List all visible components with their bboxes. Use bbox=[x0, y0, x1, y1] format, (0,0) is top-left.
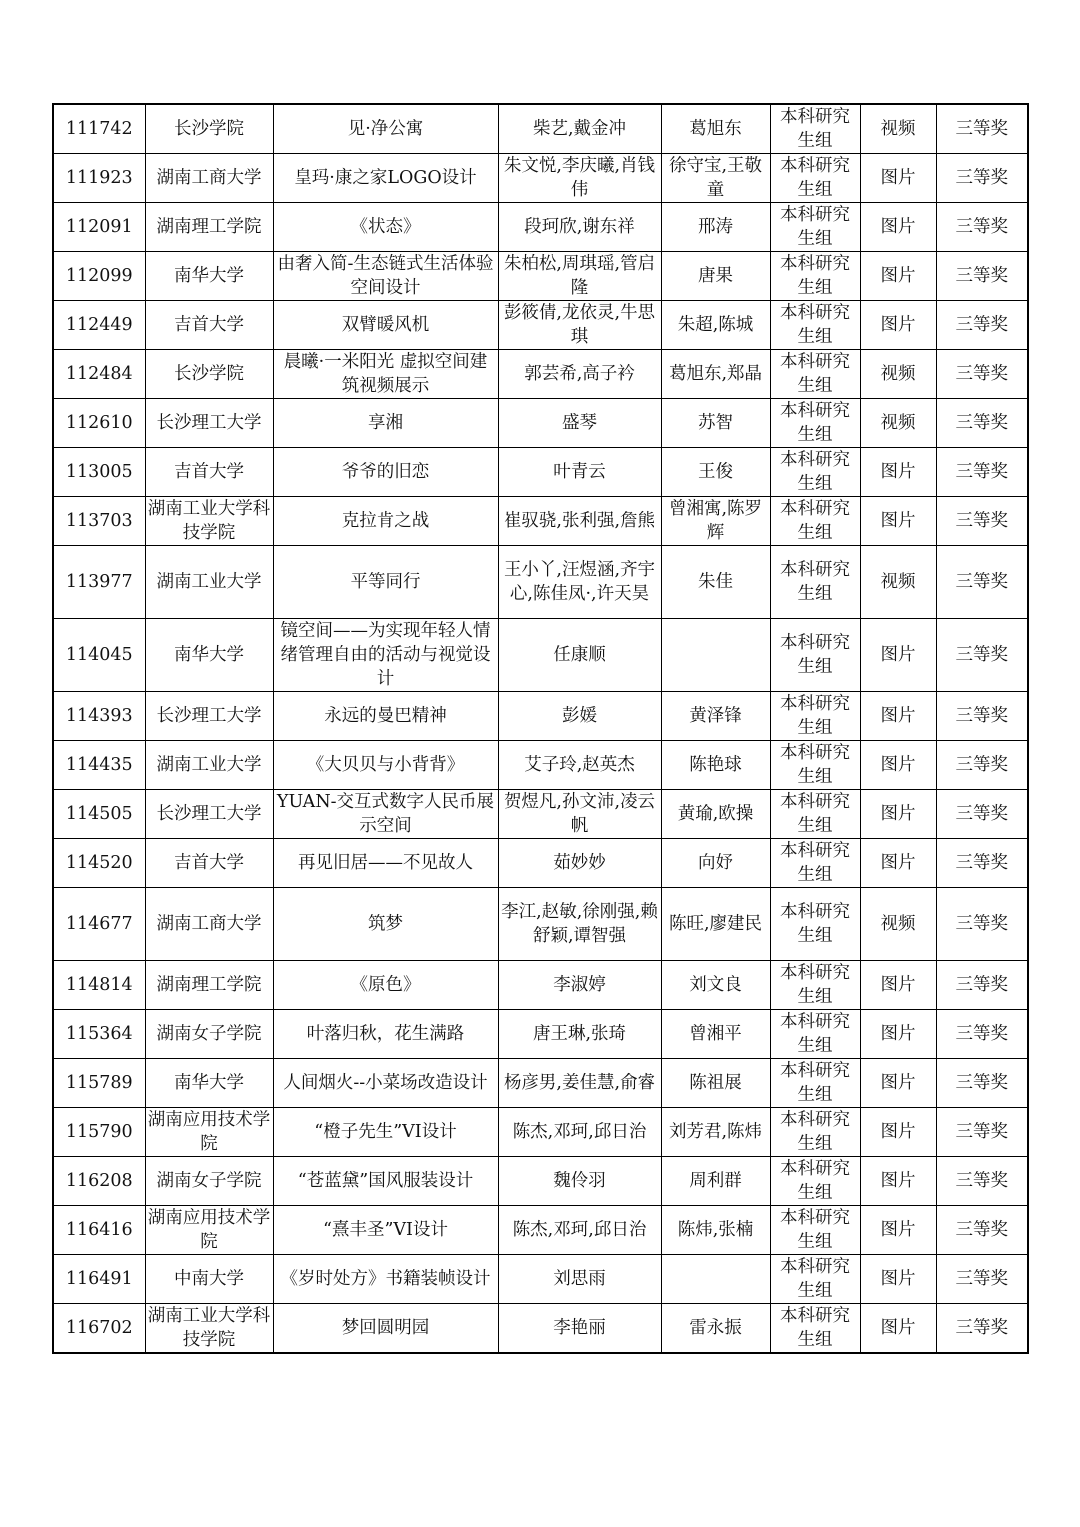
media-type-cell: 图片 bbox=[860, 1010, 936, 1059]
school-cell: 长沙理工大学 bbox=[145, 399, 273, 448]
authors-cell: 陈杰,邓珂,邱日治 bbox=[498, 1108, 661, 1157]
media-type-cell: 图片 bbox=[860, 1206, 936, 1255]
table-row bbox=[53, 1206, 1028, 1255]
entry-id-cell: 113005 bbox=[53, 448, 145, 497]
table-row bbox=[53, 154, 1028, 203]
award-cell: 三等奖 bbox=[936, 1304, 1028, 1354]
work-title-cell: “橙子先生”VI设计 bbox=[273, 1108, 498, 1157]
tutors-cell bbox=[661, 1255, 770, 1304]
group-cell: 本科研究生组 bbox=[770, 448, 860, 497]
award-table-body bbox=[53, 104, 1028, 1353]
table-row bbox=[53, 961, 1028, 1010]
entry-id-cell: 113703 bbox=[53, 497, 145, 546]
authors-cell: 贺煜凡,孙文沛,凌云帆 bbox=[498, 790, 661, 839]
authors-cell: 陈杰,邓珂,邱日治 bbox=[498, 1206, 661, 1255]
media-type-cell: 视频 bbox=[860, 888, 936, 961]
entry-id-cell: 114045 bbox=[53, 619, 145, 692]
table-row bbox=[53, 741, 1028, 790]
authors-cell: 柴艺,戴金冲 bbox=[498, 104, 661, 154]
award-cell: 三等奖 bbox=[936, 1206, 1028, 1255]
group-cell: 本科研究生组 bbox=[770, 1157, 860, 1206]
entry-id-cell: 114393 bbox=[53, 692, 145, 741]
tutors-cell: 唐果 bbox=[661, 252, 770, 301]
work-title-cell: “熹丰圣”VI设计 bbox=[273, 1206, 498, 1255]
tutors-cell: 黄泽锋 bbox=[661, 692, 770, 741]
work-title-cell: YUAN-交互式数字人民币展示空间 bbox=[273, 790, 498, 839]
table-row bbox=[53, 399, 1028, 448]
entry-id-cell: 112484 bbox=[53, 350, 145, 399]
entry-id-cell: 113977 bbox=[53, 546, 145, 619]
tutors-cell: 雷永振 bbox=[661, 1304, 770, 1354]
group-cell: 本科研究生组 bbox=[770, 741, 860, 790]
entry-id-cell: 116416 bbox=[53, 1206, 145, 1255]
table-row bbox=[53, 104, 1028, 154]
entry-id-cell: 111923 bbox=[53, 154, 145, 203]
authors-cell: 李艳丽 bbox=[498, 1304, 661, 1354]
authors-cell: 段珂欣,谢东祥 bbox=[498, 203, 661, 252]
table-row bbox=[53, 448, 1028, 497]
work-title-cell: 再见旧居——不见故人 bbox=[273, 839, 498, 888]
media-type-cell: 图片 bbox=[860, 1304, 936, 1354]
group-cell: 本科研究生组 bbox=[770, 1108, 860, 1157]
group-cell: 本科研究生组 bbox=[770, 497, 860, 546]
group-cell: 本科研究生组 bbox=[770, 350, 860, 399]
table-row bbox=[53, 1108, 1028, 1157]
entry-id-cell: 115364 bbox=[53, 1010, 145, 1059]
work-title-cell: 镜空间——为实现年轻人情绪管理自由的活动与视觉设计 bbox=[273, 619, 498, 692]
award-cell: 三等奖 bbox=[936, 448, 1028, 497]
tutors-cell: 陈祖展 bbox=[661, 1059, 770, 1108]
table-row bbox=[53, 546, 1028, 619]
award-cell: 三等奖 bbox=[936, 301, 1028, 350]
authors-cell: 朱文悦,李庆曦,肖钱伟 bbox=[498, 154, 661, 203]
school-cell: 湖南理工学院 bbox=[145, 203, 273, 252]
group-cell: 本科研究生组 bbox=[770, 1010, 860, 1059]
award-cell: 三等奖 bbox=[936, 399, 1028, 448]
entry-id-cell: 112099 bbox=[53, 252, 145, 301]
authors-cell: 魏伶羽 bbox=[498, 1157, 661, 1206]
authors-cell: 李淑婷 bbox=[498, 961, 661, 1010]
work-title-cell: 平等同行 bbox=[273, 546, 498, 619]
group-cell: 本科研究生组 bbox=[770, 203, 860, 252]
tutors-cell: 曾湘寓,陈罗辉 bbox=[661, 497, 770, 546]
media-type-cell: 视频 bbox=[860, 399, 936, 448]
media-type-cell: 视频 bbox=[860, 350, 936, 399]
award-cell: 三等奖 bbox=[936, 741, 1028, 790]
authors-cell: 茹妙妙 bbox=[498, 839, 661, 888]
award-cell: 三等奖 bbox=[936, 790, 1028, 839]
tutors-cell: 徐守宝,王敬童 bbox=[661, 154, 770, 203]
group-cell: 本科研究生组 bbox=[770, 399, 860, 448]
media-type-cell: 图片 bbox=[860, 619, 936, 692]
school-cell: 湖南应用技术学院 bbox=[145, 1206, 273, 1255]
work-title-cell: 皇玛·康之家LOGO设计 bbox=[273, 154, 498, 203]
work-title-cell: 《原色》 bbox=[273, 961, 498, 1010]
tutors-cell: 陈艳球 bbox=[661, 741, 770, 790]
work-title-cell: 晨曦·一米阳光 虚拟空间建筑视频展示 bbox=[273, 350, 498, 399]
award-cell: 三等奖 bbox=[936, 692, 1028, 741]
media-type-cell: 图片 bbox=[860, 154, 936, 203]
authors-cell: 彭筱倩,龙依灵,牛思琪 bbox=[498, 301, 661, 350]
school-cell: 湖南工商大学 bbox=[145, 154, 273, 203]
group-cell: 本科研究生组 bbox=[770, 839, 860, 888]
tutors-cell: 王俊 bbox=[661, 448, 770, 497]
authors-cell: 叶青云 bbox=[498, 448, 661, 497]
media-type-cell: 图片 bbox=[860, 448, 936, 497]
award-cell: 三等奖 bbox=[936, 1255, 1028, 1304]
school-cell: 中南大学 bbox=[145, 1255, 273, 1304]
work-title-cell: 《大贝贝与小背背》 bbox=[273, 741, 498, 790]
media-type-cell: 图片 bbox=[860, 1255, 936, 1304]
table-row bbox=[53, 692, 1028, 741]
school-cell: 湖南女子学院 bbox=[145, 1010, 273, 1059]
award-cell: 三等奖 bbox=[936, 1010, 1028, 1059]
tutors-cell: 周利群 bbox=[661, 1157, 770, 1206]
media-type-cell: 视频 bbox=[860, 104, 936, 154]
school-cell: 吉首大学 bbox=[145, 448, 273, 497]
award-cell: 三等奖 bbox=[936, 497, 1028, 546]
award-cell: 三等奖 bbox=[936, 203, 1028, 252]
table-row bbox=[53, 619, 1028, 692]
entry-id-cell: 114520 bbox=[53, 839, 145, 888]
entry-id-cell: 112091 bbox=[53, 203, 145, 252]
school-cell: 长沙理工大学 bbox=[145, 790, 273, 839]
school-cell: 长沙学院 bbox=[145, 104, 273, 154]
school-cell: 南华大学 bbox=[145, 1059, 273, 1108]
group-cell: 本科研究生组 bbox=[770, 154, 860, 203]
authors-cell: 彭媛 bbox=[498, 692, 661, 741]
table-row bbox=[53, 1255, 1028, 1304]
entry-id-cell: 116208 bbox=[53, 1157, 145, 1206]
award-cell: 三等奖 bbox=[936, 1108, 1028, 1157]
award-cell: 三等奖 bbox=[936, 252, 1028, 301]
school-cell: 吉首大学 bbox=[145, 839, 273, 888]
group-cell: 本科研究生组 bbox=[770, 1206, 860, 1255]
media-type-cell: 图片 bbox=[860, 961, 936, 1010]
entry-id-cell: 114505 bbox=[53, 790, 145, 839]
media-type-cell: 图片 bbox=[860, 497, 936, 546]
authors-cell: 王小丫,汪煜涵,齐宇心,陈佳凤·,许天昊 bbox=[498, 546, 661, 619]
group-cell: 本科研究生组 bbox=[770, 692, 860, 741]
entry-id-cell: 115789 bbox=[53, 1059, 145, 1108]
media-type-cell: 视频 bbox=[860, 546, 936, 619]
group-cell: 本科研究生组 bbox=[770, 961, 860, 1010]
authors-cell: 杨彦男,姜佳慧,俞睿 bbox=[498, 1059, 661, 1108]
work-title-cell: 爷爷的旧恋 bbox=[273, 448, 498, 497]
school-cell: 湖南工业大学 bbox=[145, 546, 273, 619]
tutors-cell: 陈炜,张楠 bbox=[661, 1206, 770, 1255]
work-title-cell: “苍蓝黛”国风服装设计 bbox=[273, 1157, 498, 1206]
table-row bbox=[53, 1304, 1028, 1354]
tutors-cell: 邢涛 bbox=[661, 203, 770, 252]
work-title-cell: 双臂暖风机 bbox=[273, 301, 498, 350]
award-cell: 三等奖 bbox=[936, 1059, 1028, 1108]
tutors-cell bbox=[661, 619, 770, 692]
media-type-cell: 图片 bbox=[860, 301, 936, 350]
group-cell: 本科研究生组 bbox=[770, 252, 860, 301]
group-cell: 本科研究生组 bbox=[770, 1255, 860, 1304]
work-title-cell: 《状态》 bbox=[273, 203, 498, 252]
entry-id-cell: 116491 bbox=[53, 1255, 145, 1304]
authors-cell: 刘思雨 bbox=[498, 1255, 661, 1304]
group-cell: 本科研究生组 bbox=[770, 1059, 860, 1108]
table-row bbox=[53, 1059, 1028, 1108]
school-cell: 长沙理工大学 bbox=[145, 692, 273, 741]
group-cell: 本科研究生组 bbox=[770, 104, 860, 154]
work-title-cell: 筑梦 bbox=[273, 888, 498, 961]
school-cell: 吉首大学 bbox=[145, 301, 273, 350]
authors-cell: 艾子玲,赵英杰 bbox=[498, 741, 661, 790]
school-cell: 湖南工商大学 bbox=[145, 888, 273, 961]
award-cell: 三等奖 bbox=[936, 619, 1028, 692]
media-type-cell: 图片 bbox=[860, 1059, 936, 1108]
group-cell: 本科研究生组 bbox=[770, 1304, 860, 1354]
work-title-cell: 梦回圆明园 bbox=[273, 1304, 498, 1354]
award-table bbox=[52, 103, 1029, 1354]
award-cell: 三等奖 bbox=[936, 888, 1028, 961]
group-cell: 本科研究生组 bbox=[770, 301, 860, 350]
media-type-cell: 图片 bbox=[860, 1108, 936, 1157]
school-cell: 南华大学 bbox=[145, 252, 273, 301]
media-type-cell: 图片 bbox=[860, 741, 936, 790]
group-cell: 本科研究生组 bbox=[770, 619, 860, 692]
entry-id-cell: 112449 bbox=[53, 301, 145, 350]
media-type-cell: 图片 bbox=[860, 790, 936, 839]
authors-cell: 崔驭骁,张利强,詹熊 bbox=[498, 497, 661, 546]
entry-id-cell: 112610 bbox=[53, 399, 145, 448]
tutors-cell: 朱佳 bbox=[661, 546, 770, 619]
table-row bbox=[53, 350, 1028, 399]
work-title-cell: 克拉肯之战 bbox=[273, 497, 498, 546]
work-title-cell: 享湘 bbox=[273, 399, 498, 448]
tutors-cell: 黄瑜,欧操 bbox=[661, 790, 770, 839]
school-cell: 湖南工业大学科技学院 bbox=[145, 497, 273, 546]
award-cell: 三等奖 bbox=[936, 1157, 1028, 1206]
school-cell: 湖南应用技术学院 bbox=[145, 1108, 273, 1157]
group-cell: 本科研究生组 bbox=[770, 888, 860, 961]
tutors-cell: 朱超,陈城 bbox=[661, 301, 770, 350]
work-title-cell: 永远的曼巴精神 bbox=[273, 692, 498, 741]
group-cell: 本科研究生组 bbox=[770, 546, 860, 619]
tutors-cell: 刘文良 bbox=[661, 961, 770, 1010]
work-title-cell: 人间烟火--小菜场改造设计 bbox=[273, 1059, 498, 1108]
school-cell: 湖南工业大学 bbox=[145, 741, 273, 790]
school-cell: 长沙学院 bbox=[145, 350, 273, 399]
award-cell: 三等奖 bbox=[936, 154, 1028, 203]
table-row bbox=[53, 301, 1028, 350]
school-cell: 湖南理工学院 bbox=[145, 961, 273, 1010]
media-type-cell: 图片 bbox=[860, 839, 936, 888]
school-cell: 湖南工业大学科技学院 bbox=[145, 1304, 273, 1354]
authors-cell: 李江,赵敏,徐刚强,赖舒颖,谭智强 bbox=[498, 888, 661, 961]
entry-id-cell: 114677 bbox=[53, 888, 145, 961]
award-cell: 三等奖 bbox=[936, 839, 1028, 888]
work-title-cell: 《岁时处方》书籍装帧设计 bbox=[273, 1255, 498, 1304]
table-row bbox=[53, 203, 1028, 252]
table-row bbox=[53, 1157, 1028, 1206]
authors-cell: 唐王琳,张琦 bbox=[498, 1010, 661, 1059]
table-row bbox=[53, 839, 1028, 888]
tutors-cell: 曾湘平 bbox=[661, 1010, 770, 1059]
media-type-cell: 图片 bbox=[860, 1157, 936, 1206]
entry-id-cell: 114814 bbox=[53, 961, 145, 1010]
school-cell: 南华大学 bbox=[145, 619, 273, 692]
work-title-cell: 由奢入简-生态链式生活体验空间设计 bbox=[273, 252, 498, 301]
table-row bbox=[53, 252, 1028, 301]
entry-id-cell: 115790 bbox=[53, 1108, 145, 1157]
award-cell: 三等奖 bbox=[936, 961, 1028, 1010]
tutors-cell: 陈旺,廖建民 bbox=[661, 888, 770, 961]
authors-cell: 任康顺 bbox=[498, 619, 661, 692]
tutors-cell: 苏智 bbox=[661, 399, 770, 448]
media-type-cell: 图片 bbox=[860, 692, 936, 741]
entry-id-cell: 114435 bbox=[53, 741, 145, 790]
entry-id-cell: 116702 bbox=[53, 1304, 145, 1354]
tutors-cell: 刘芳君,陈炜 bbox=[661, 1108, 770, 1157]
school-cell: 湖南女子学院 bbox=[145, 1157, 273, 1206]
work-title-cell: 叶落归秋，花生满路 bbox=[273, 1010, 498, 1059]
authors-cell: 朱柏松,周琪瑶,管启隆 bbox=[498, 252, 661, 301]
authors-cell: 郭芸希,高子衿 bbox=[498, 350, 661, 399]
tutors-cell: 向妤 bbox=[661, 839, 770, 888]
media-type-cell: 图片 bbox=[860, 203, 936, 252]
table-row bbox=[53, 497, 1028, 546]
table-row bbox=[53, 888, 1028, 961]
entry-id-cell: 111742 bbox=[53, 104, 145, 154]
document-page bbox=[52, 103, 1029, 1354]
award-cell: 三等奖 bbox=[936, 104, 1028, 154]
work-title-cell: 见·净公寓 bbox=[273, 104, 498, 154]
award-cell: 三等奖 bbox=[936, 546, 1028, 619]
tutors-cell: 葛旭东,郑晶 bbox=[661, 350, 770, 399]
group-cell: 本科研究生组 bbox=[770, 790, 860, 839]
tutors-cell: 葛旭东 bbox=[661, 104, 770, 154]
award-cell: 三等奖 bbox=[936, 350, 1028, 399]
table-row bbox=[53, 1010, 1028, 1059]
table-row bbox=[53, 790, 1028, 839]
authors-cell: 盛琴 bbox=[498, 399, 661, 448]
media-type-cell: 图片 bbox=[860, 252, 936, 301]
